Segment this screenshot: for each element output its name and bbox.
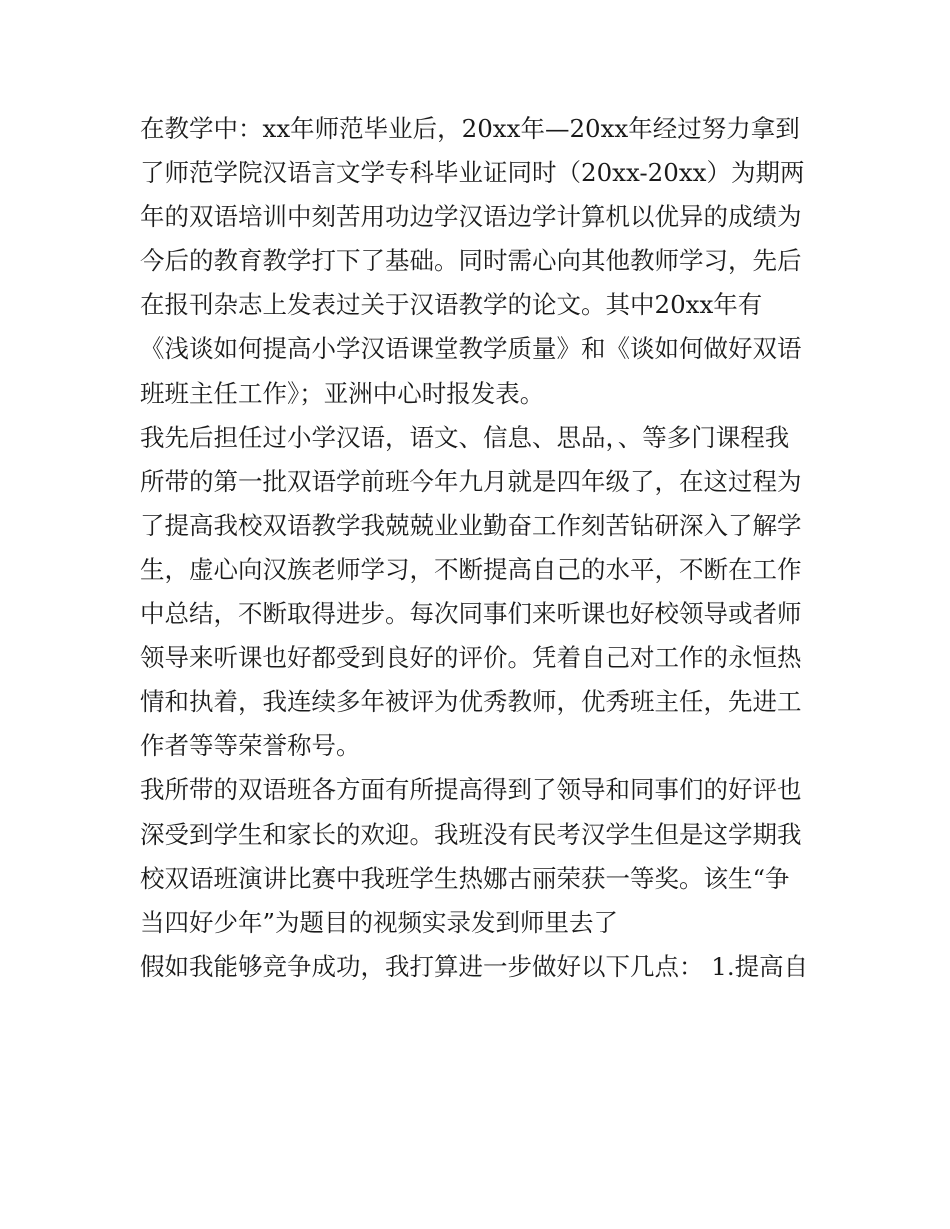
text-line: 深受到学生和家长的欢迎。我班没有民考汉学生但是这学期我 [140, 819, 802, 849]
text-line: 了师范学院汉语言文学专科毕业证同时（20xx-20xx）为期两 [140, 158, 805, 188]
text-line: 中总结，不断取得进步。每次同事们来听课也好校领导或者师 [140, 599, 802, 629]
text-line: 了提高我校双语教学我兢兢业业勤奋工作刻苦钻研深入了解学 [140, 510, 802, 540]
text-line: 领导来听课也好都受到良好的评价。凭着自己对工作的永恒热 [140, 643, 802, 673]
text-line: 《浅谈如何提高小学汉语课堂教学质量》和《谈如何做好双语 [140, 334, 802, 364]
text-line: 今后的教育教学打下了基础。同时需心向其他教师学习，先后 [140, 246, 802, 276]
text-line: 年的双语培训中刻苦用功边学汉语边学计算机以优异的成绩为 [140, 202, 802, 232]
text-line: 当四好少年”为题目的视频实录发到师里去了 [140, 907, 619, 937]
text-line: 在报刊杂志上发表过关于汉语教学的论文。其中20xx年有 [140, 290, 763, 320]
text-line: 我所带的双语班各方面有所提高得到了领导和同事们的好评也 [140, 775, 802, 805]
document-body [140, 107, 816, 989]
text-line: 所带的第一批双语学前班今年九月就是四年级了，在这过程为 [140, 466, 802, 496]
text-line: 作者等等荣誉称号。 [140, 731, 361, 761]
text-line: 班班主任工作》；亚洲中心时报发表。 [140, 378, 545, 408]
text-line: 校双语班演讲比赛中我班学生热娜古丽荣获一等奖。该生“争 [140, 863, 790, 893]
text-line: 在教学中：xx年师范毕业后，20xx年—20xx年经过努力拿到 [140, 114, 800, 143]
text-line: 生，虚心向汉族老师学习，不断提高自己的水平，不断在工作 [140, 554, 802, 584]
text-line: 我先后担任过小学汉语，语文、信息、思品，、等多门课程我 [140, 422, 790, 452]
text-line: 假如我能够竞争成功，我打算进一步做好以下几点： 1.提高自 [140, 951, 809, 981]
text-line: 情和执着，我连续多年被评为优秀教师，优秀班主任，先进工 [140, 687, 802, 717]
